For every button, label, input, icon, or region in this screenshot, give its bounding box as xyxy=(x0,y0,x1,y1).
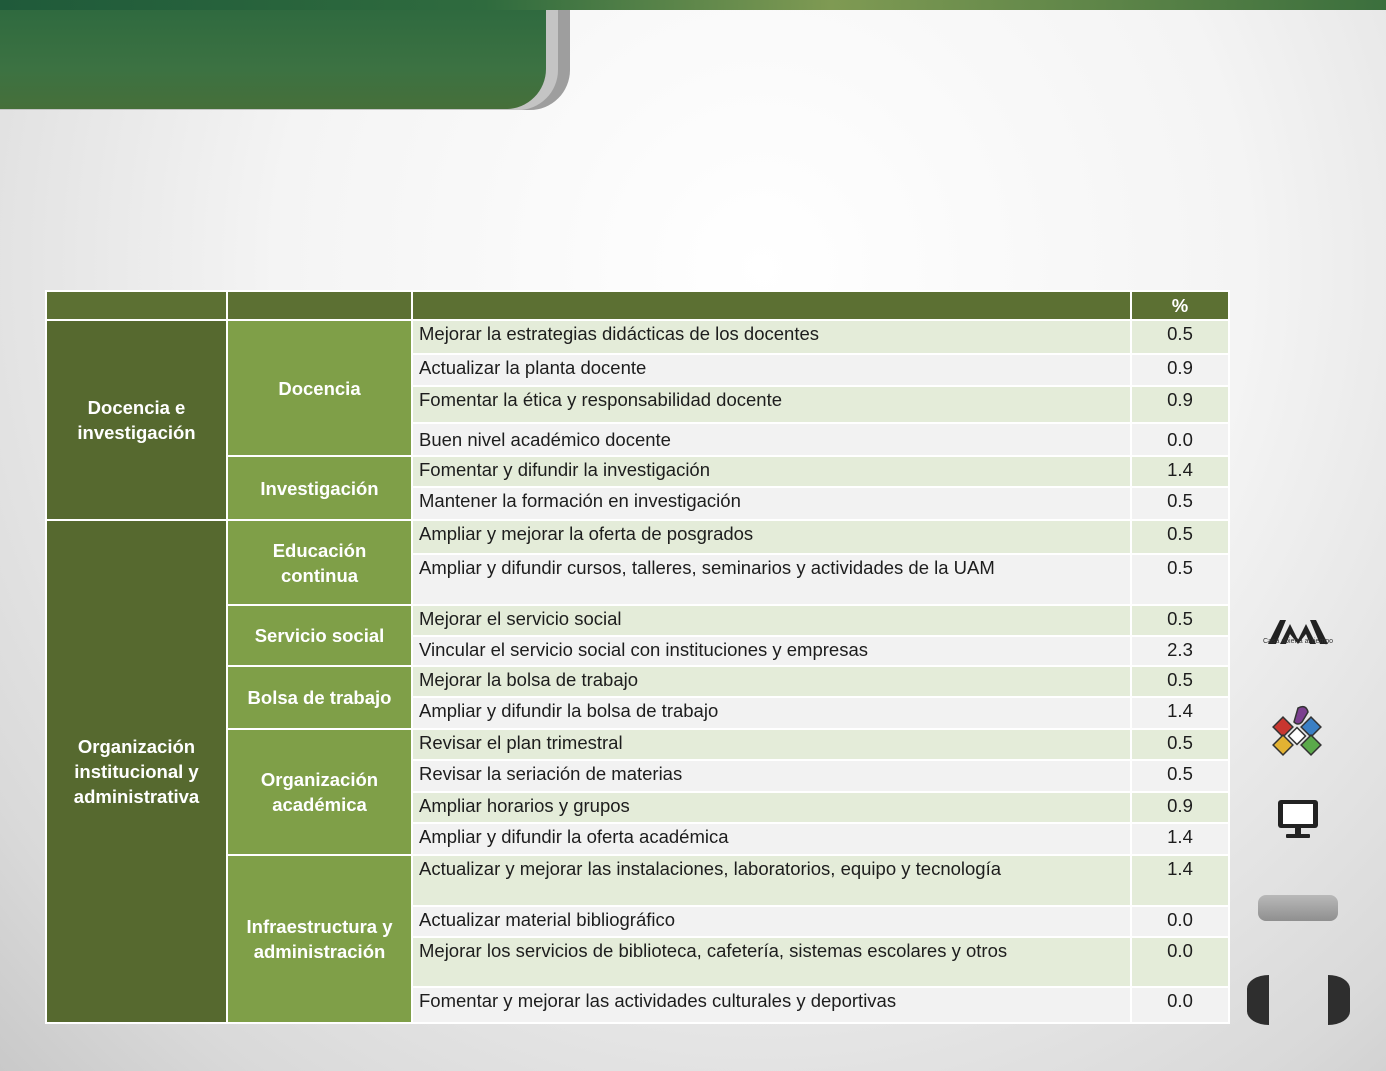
row-percent: 1.4 xyxy=(1131,855,1229,906)
row-percent: 0.5 xyxy=(1131,520,1229,554)
subcategory-educacion-continua: Educación continua xyxy=(227,520,412,605)
row-item: Actualizar y mejorar las instalaciones, laboratorios, equipo y tecnología xyxy=(412,855,1131,906)
row-percent: 0.5 xyxy=(1131,666,1229,697)
row-item: Mejorar la estrategias didácticas de los docentes xyxy=(412,320,1131,354)
row-percent: 0.0 xyxy=(1131,423,1229,456)
row-percent: 0.5 xyxy=(1131,760,1229,792)
row-percent: 0.9 xyxy=(1131,792,1229,823)
table-header-row xyxy=(46,291,1229,320)
row-item: Ampliar y mejorar la oferta de posgrados xyxy=(412,520,1131,554)
subcategory-servicio-social: Servicio social xyxy=(227,605,412,666)
header-category xyxy=(46,291,227,320)
header-subcategory xyxy=(227,291,412,320)
header-item xyxy=(412,291,1131,320)
row-percent: 0.9 xyxy=(1131,386,1229,423)
row-percent: 1.4 xyxy=(1131,697,1229,729)
row-item: Ampliar y difundir cursos, talleres, seminarios y actividades de la UAM xyxy=(412,554,1131,605)
category-docencia-investigacion: Docencia e investigación xyxy=(46,320,227,520)
row-item: Vincular el servicio social con instituciones y empresas xyxy=(412,636,1131,666)
row-percent: 0.0 xyxy=(1131,987,1229,1023)
previous-slide-button[interactable] xyxy=(1247,975,1269,1025)
row-percent: 0.5 xyxy=(1131,320,1229,354)
row-item: Fomentar la ética y responsabilidad docente xyxy=(412,386,1131,423)
menu-button[interactable] xyxy=(1258,895,1338,921)
row-percent: 0.5 xyxy=(1131,729,1229,760)
row-percent: 0.0 xyxy=(1131,906,1229,937)
row-percent: 0.5 xyxy=(1131,554,1229,605)
row-item: Mejorar los servicios de biblioteca, cafetería, sistemas escolares y otros xyxy=(412,937,1131,987)
row-item: Mejorar la bolsa de trabajo xyxy=(412,666,1131,697)
row-percent: 0.9 xyxy=(1131,354,1229,386)
title-tab xyxy=(0,10,546,109)
row-percent: 1.4 xyxy=(1131,456,1229,487)
table-row xyxy=(46,320,1229,354)
next-slide-button[interactable] xyxy=(1328,975,1350,1025)
row-percent: 0.0 xyxy=(1131,937,1229,987)
colored-shapes-icon[interactable] xyxy=(1268,704,1328,760)
row-percent: 0.5 xyxy=(1131,605,1229,636)
row-item: Actualizar la planta docente xyxy=(412,354,1131,386)
top-accent-bar xyxy=(0,0,1386,10)
row-item: Buen nivel académico docente xyxy=(412,423,1131,456)
header-percent: % xyxy=(1131,291,1229,320)
results-table xyxy=(45,290,1230,1024)
subcategory-infraestructura-administracion: Infraestructura y administración xyxy=(227,855,412,1023)
subcategory-investigacion: Investigación xyxy=(227,456,412,520)
uam-logo-icon[interactable] xyxy=(1266,612,1330,652)
row-item: Revisar la seriación de materias xyxy=(412,760,1131,792)
table-row xyxy=(46,520,1229,554)
row-item: Fomentar y difundir la investigación xyxy=(412,456,1131,487)
subcategory-bolsa-de-trabajo: Bolsa de trabajo xyxy=(227,666,412,729)
monitor-icon[interactable] xyxy=(1274,798,1322,840)
logo-tagline: Casa abierta al tiempo xyxy=(1262,638,1334,645)
subcategory-docencia: Docencia xyxy=(227,320,412,456)
row-item: Revisar el plan trimestral xyxy=(412,729,1131,760)
row-item: Ampliar horarios y grupos xyxy=(412,792,1131,823)
row-item: Ampliar y difundir la bolsa de trabajo xyxy=(412,697,1131,729)
subcategory-organizacion-academica: Organización académica xyxy=(227,729,412,855)
row-item: Ampliar y difundir la oferta académica xyxy=(412,823,1131,855)
row-item: Mantener la formación en investigación xyxy=(412,487,1131,520)
row-percent: 1.4 xyxy=(1131,823,1229,855)
row-percent: 0.5 xyxy=(1131,487,1229,520)
row-item: Mejorar el servicio social xyxy=(412,605,1131,636)
category-organizacion-institucional: Organización institucional y administrativa xyxy=(46,520,227,1023)
row-item: Actualizar material bibliográfico xyxy=(412,906,1131,937)
row-percent: 2.3 xyxy=(1131,636,1229,666)
row-item: Fomentar y mejorar las actividades culturales y deportivas xyxy=(412,987,1131,1023)
